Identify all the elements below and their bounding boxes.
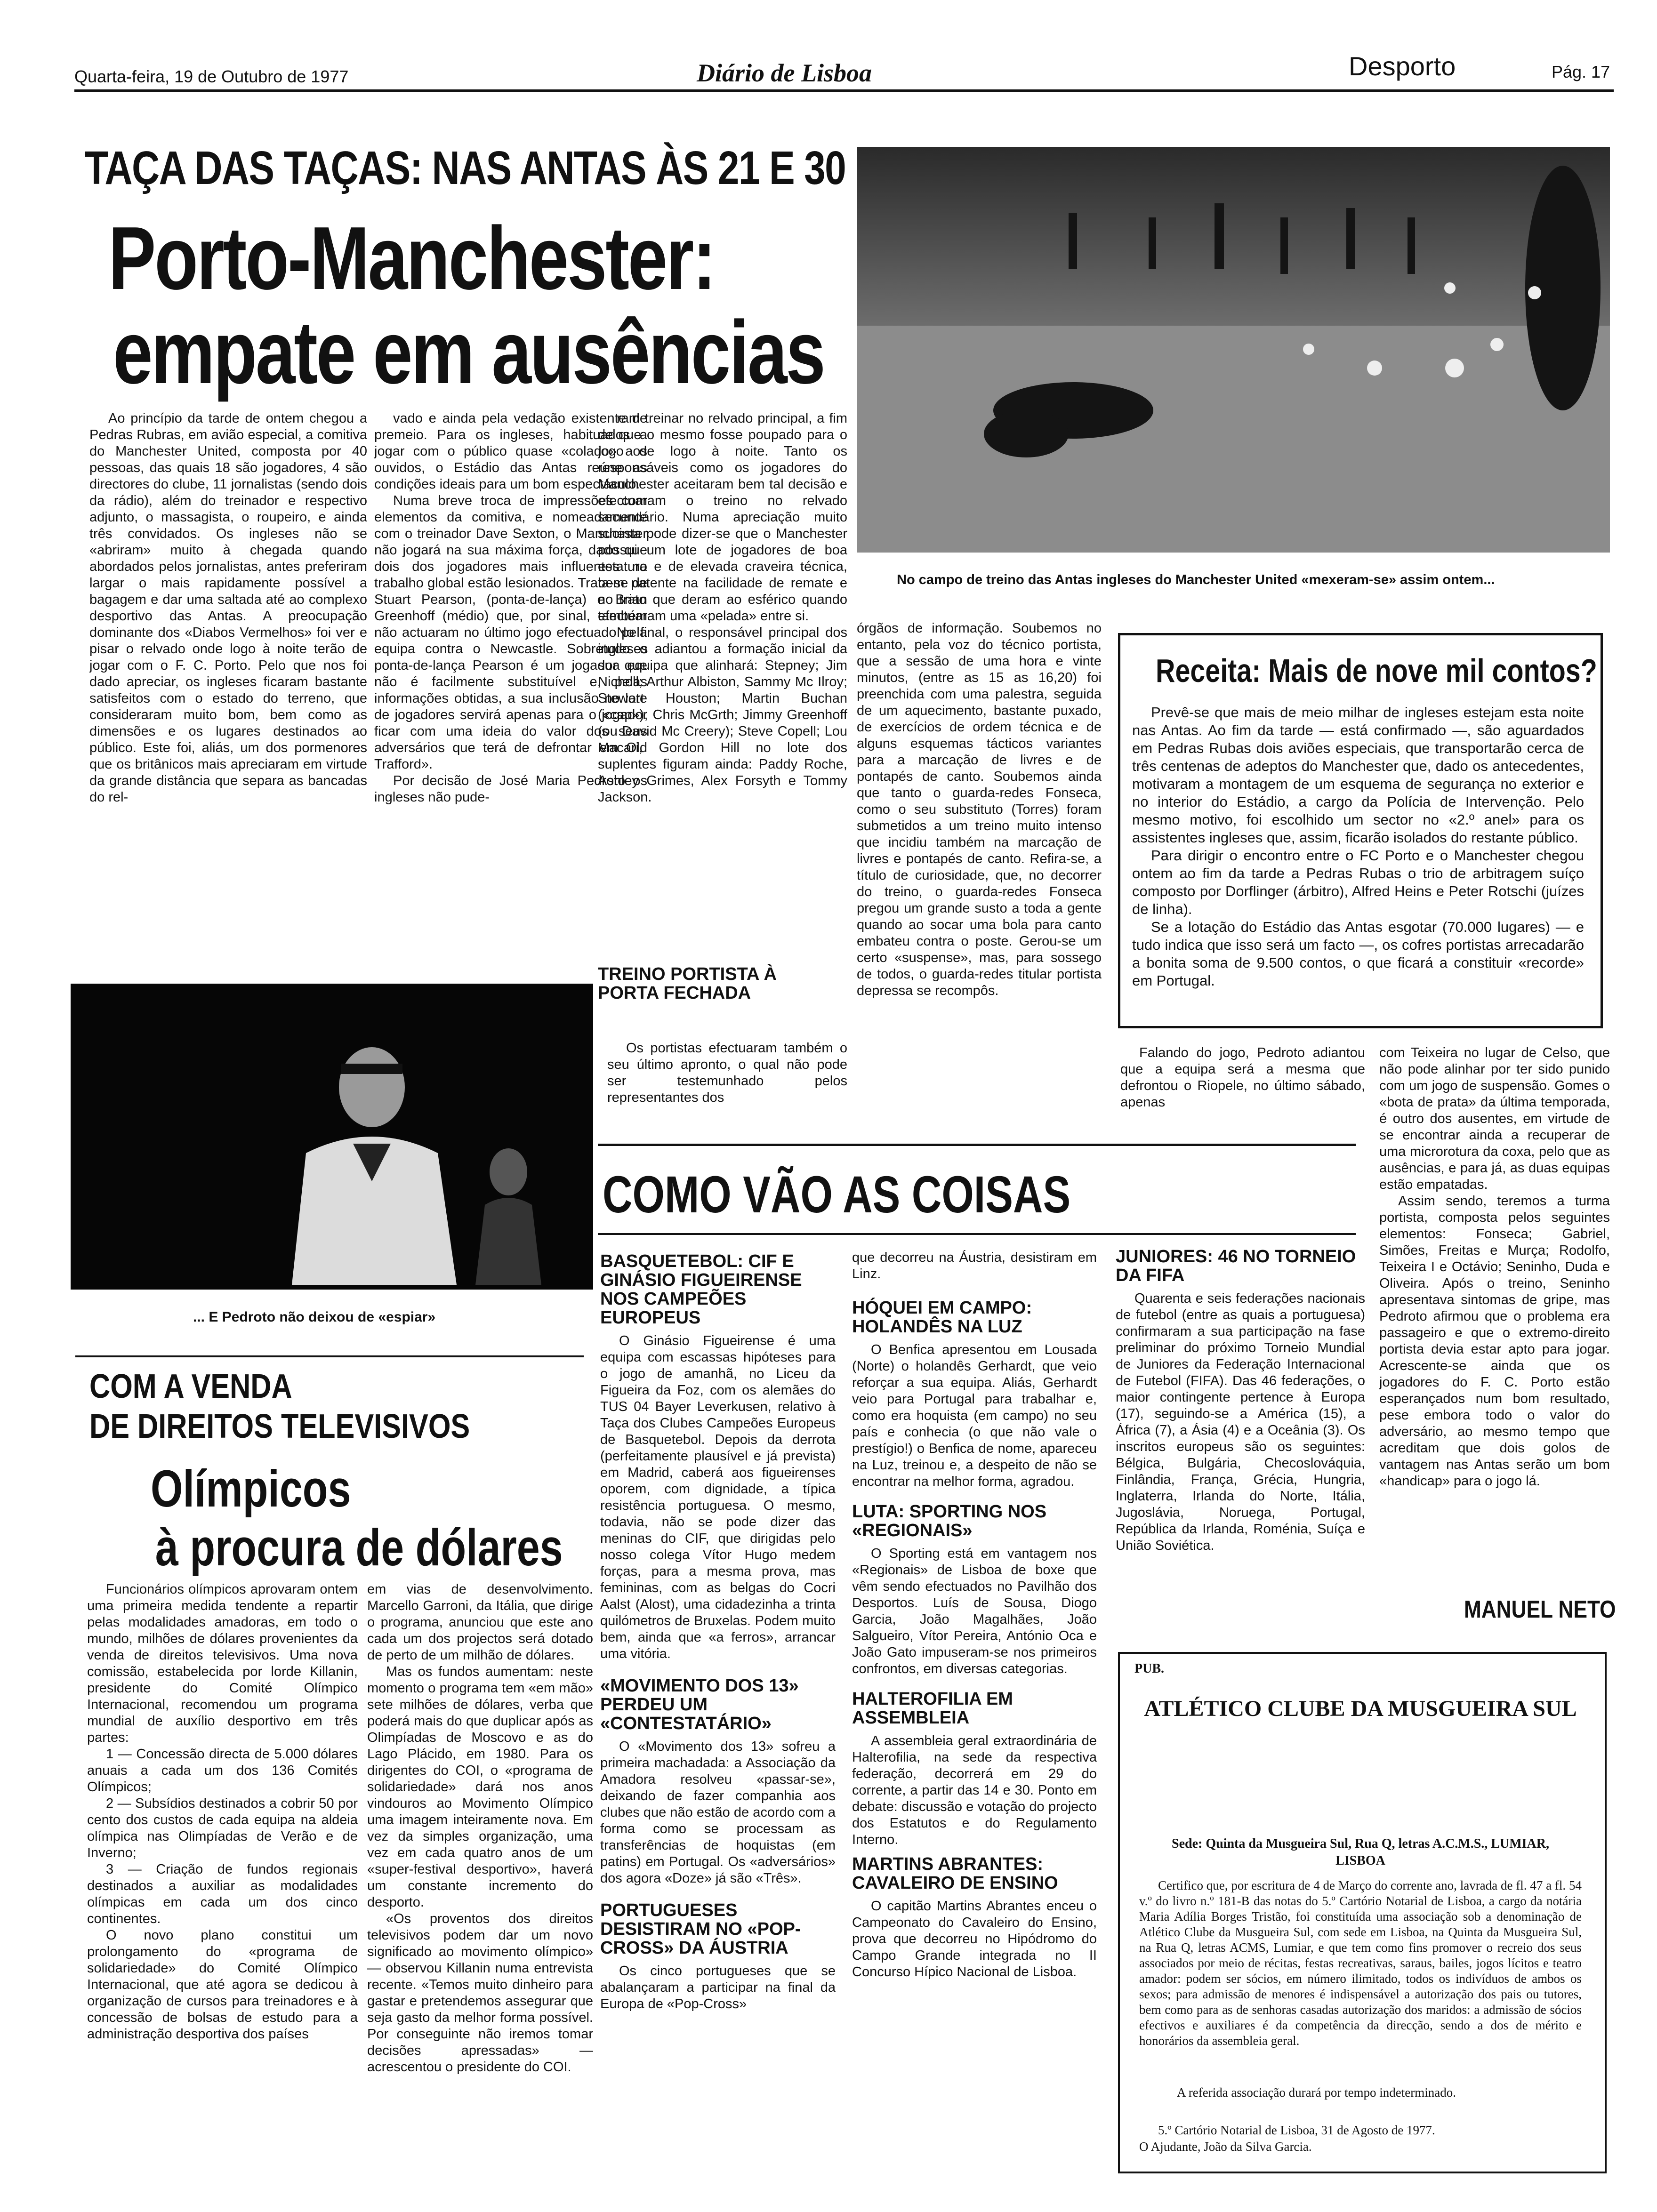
receita-p2: Para dirigir o encontro entre o FC Porto e o Manchester chegou ontem ao fim da tarde a Pedras Rubas o trio de arbitragem suíço composto por Dorflinger (árbitro), Alfred Heins e Peter Rotschi (juízes de linha). [1132,847,1584,917]
olympics-kicker-2: DE DIREITOS TELEVISIVOS [89,1408,470,1445]
coisas-head-movimento: «MOVIMENTO DOS 13» PERDEU UM «CONTESTATÁRIO» [600,1676,799,1733]
lead-col3-p2: No final, o responsável principal dos ingleses adiantou a formação inicial da sua equipa que alinhará: Stepney; Jim Nicholl; Arthur Albiston, Sammy Mc Ilroy; Stewart Houston; Martin Buchan («cap»), Chris McGrth; Jimmy Greenhoff (ou David Mc Creery); Steve Copell; Lou Macari, Gordon Hill no lote dos suplentes figuram ainda: Paddy Roche, Ashley Grimes, Alex Forsyth e Tommy Jackson. [598,625,847,805]
lead-col3-p1: ram treinar no relvado principal, a fim de que o mesmo fosse poupado para o jogo de logo à noite. Tanto os responsáveis como os jogadores do Manchester aceitaram bem tal decisão e efectuaram o treino no relvado secundário. Numa apreciação muito sucinta pode dizer-se que o Manchester possui um lote de jogadores de boa estatura e de elevada craveira técnica, bem patente na facilidade de remate e no trato que deram ao esférico quando efectuaram uma «pelada» entre si. [598,411,847,624]
olympics-top-rule [75,1355,584,1357]
olympics-col2-p3: «Os proventos dos direitos televisivos podem dar um novo significado ao movimento olímpico» — observou Killanin numa entrevista recente. «Temos muito dinheiro para gastar e pretendemos assegurar que seja gasto da melhor forma possível. Por conseguinte não iremos tomar decisões apressadas» — acrescentou o presidente do COI. [367,1911,593,2075]
lead-col5-text: Falando do jogo, Pedroto adiantou que a equipa será a mesma que defrontou o Riopele, no último sábado, apenas [1120,1045,1365,1110]
section-name: Desporto [1349,51,1456,81]
olympics-title-1: Olímpicos [151,1460,351,1518]
olympics-col2-p1: em vias de desenvolvimento. Marcello Garroni, da Itália, que dirige o programa, anunciou que este ano cada um dos projectos será dotado de perto de um milhão de dólares. [367,1582,593,1663]
ad-duration: A referida associação durará por tempo indeterminado. [1177,2085,1456,2100]
lead-column-5 [1120,1045,1365,1120]
lead-kicker: TAÇA DAS TAÇAS: NAS ANTAS ÀS 21 E 30 [85,142,846,194]
training-photo-caption: No campo de treino das Antas ingleses do Manchester United «mexeram-se» assim ontem... [897,572,1495,587]
pedroto-photo [71,984,593,1290]
coisas-text-portugueses-cont: que decorreu na Áustria, desistiram em Linz. [852,1250,1097,1282]
coisas-text-basquetebol: O Ginásio Figueirense é uma equipa com escassas hipóteses para o jogo de amanhã, no Liceu da Figueira da Foz, com os alemães do TUS 04 Bayer Leverkusen, relativo à Taça dos Clubes Campeões Europeus de Basquetebol. Depois da derrota (perfeitamente plausível e já prevista) em Madrid, caberá aos figueirenses oporem, com dignidade, a típica resistência portuguesa. O mesmo, todavia, não se pode dizer das meninas do CIF, que dirigidas pelo nosso colega Vítor Hugo medem forças, para a mesma prova, mas femininas, com as belgas do Cocri Aalst (Alost), uma cidadezinha a trinta quilómetros de Bruxelas. Podem muito bem, ainda que «a ferros», arrancar uma vitória. [600,1333,836,1661]
coisas-text-juniores: Quarenta e seis federações nacionais de futebol (entre as quais a portuguesa) confirmaram a sua participação na fase preliminar do próximo Torneio Mundial de Juniores da Federação Internacional de Futebol (FIFA). Das 46 federações, o maior contingente pertence à Europa (17), seguindo-se a América (15), a África (7), a Ásia (4) e a Oceânia (3). Os inscritos europeus são os seguintes: Bélgica, Bulgária, Checoslováquia, Finlândia, França, Grécia, Hungria, Inglaterra, Irlanda do Norte, Itália, Jugoslávia, Noruega, Portugal, República da Irlanda, Roménia, Suíça e União Soviética. [1116,1291,1365,1553]
olympics-col1-p1: Funcionários olímpicos aprovaram ontem uma primeira medida tendente a repartir pelas modalidades amadoras, em todo o mundo, milhões de dólares provenientes da venda de direitos televisivos. Uma nova comissão, estabelecida por lorde Killanin, presidente do Comité Olímpico Internacional, recomendou um programa mundial de auxílio desportivo em três partes: [87,1582,358,1745]
training-photo-art [857,147,1610,553]
coisas-head-hoquei: HÓQUEI EM CAMPO: HOLANDÊS NA LUZ [852,1298,1032,1337]
training-photo [857,147,1610,553]
coisas-head-portugueses: PORTUGUESES DESISTIRAM NO «POP-CROSS» DA ÁUSTRIA [600,1900,801,1958]
coisas-text-hoquei: O Benfica apresentou em Lousada (Norte) o holandês Gerhardt, que veio reforçar a sua equipa. Aliás, Gerhardt veio para Portugal para trabalhar e, como era hoquista (em campo) no seu país e conhecia (o que não vale o prestígio!) o Benfica de nome, apareceu na Luz, treinou e, a despeito de não se encontrar na melhor forma, agradou. [852,1342,1097,1489]
coisas-text-movimento: O «Movimento dos 13» sofreu a primeira machadada: a Associação da Amadora resolveu «passar-se», deixando de fazer companhia aos clubes que não estão de acordo com a forma como se processam as transferências de hoquistas (em patins) em Portugal. Os «adversários» dos agora «Doze» já são «Três». [600,1739,836,1886]
ad-title: ATLÉTICO CLUBE DA MUSGUEIRA SUL [1144,1696,1577,1721]
olympics-col2-p2: Mas os fundos aumentam: neste momento o programa tem «em mão» sete milhões de dólares, verba que poderá mais do que duplicar após as Olimpíadas de Moscovo e as do Lago Plácido, em 1980. Para os dirigentes do COI, o «programa de solidariedade» dará nos anos vindouros ao Movimento Olímpico uma imagem inteiramente nova. Em vez da simples organização, uma vez em cada quatro anos de um «super-festival desportivo», haverá um constante incremento do desporto. [367,1664,593,1910]
lead-column-1 [89,410,367,970]
olympics-col1-p2: O novo plano constitui um prolongamento do «programa de solidariedade» do Comité Olímpico Internacional, que até agora se dedicou à organização de cursos para treinadores e à concessão de bolsas de estudo para a administração desportiva dos países [87,1928,358,2042]
author-byline: MANUEL NETO [1464,1596,1616,1623]
page-number: Pág. 17 [1552,62,1610,81]
header-rule [74,89,1614,92]
olympics-item-2: 2 — Subsídios destinados a cobrir 50 por cento dos custos de cada equipa na aldeia olímpica nas Olimpíadas de Verão e de Inverno; [87,1796,358,1860]
lead-col3-p3: Os portistas efectuaram também o seu último apronto, o qual não pode ser testemunhado pelos representantes dos [607,1041,847,1105]
coisas-head-halterofilia: HALTEROFILIA EM ASSEMBLEIA [852,1689,1013,1728]
olympics-item-1: 1 — Concessão directa de 5.000 dólares anuais a cada um dos 136 Comités Olímpicos; [87,1747,358,1795]
ad-body: Certifico que, por escritura de 4 de Março do corrente ano, lavrada de fl. 47 a fl. 54 v.º do livro n.º 181-B das notas do 5.º Cartório Notarial de Lisboa, a cargo da notária Maria Adília Borges Tristão, foi constituída uma associação sob a denominação de Atlético Clube da Musgueira Sul, com sede em Lisboa, na Quinta da Musgueira Sul, na Rua Q, letras ACMS, Lumiar, e que tem como fins promover o recreio dos seus associados por meio de récitas, festas recreativas, saraus, bailes, jogos lícitos e teatro amador: podem ser sócios, em número ilimitado, todos os indivíduos de ambos os sexos; para admissão de menores é indispensável a autorização dos pais ou tutores, bem como para as de senhoras casadas autorização dos maridos: a admissão de sócios efectivos e auxiliares é da competência da direcção, sendo a dos de mérito e honorários da assembleia geral. [1139,1878,1582,2048]
coisas-title: COMO VÃO AS COISAS [603,1166,1071,1224]
lead-column-4 [857,620,1102,1119]
ad-footer-2: O Ajudante, João da Silva Garcia. [1139,2140,1312,2154]
header-date: Quarta-feira, 19 de Outubro de 1977 [74,67,349,86]
lead-title-1: Porto-Manchester: [108,208,715,308]
coisas-top-rule [598,1144,1356,1146]
lead-column-3 [598,410,847,942]
ad-sede: Sede: Quinta da Musgueira Sul, Rua Q, letras A.C.M.S., LUMIAR, LISBOA [1172,1836,1549,1868]
receita-p1: Prevê-se que mais de meio milhar de ingleses estejam esta noite nas Antas. Ao fim da tarde — está confirmado —, são aguardados em Pedras Rubas dois aviões especiais, que transportarão cerca de três centenas de adeptos do Manchester que, dado os antecedentes, motivaram a montagem de um esquema de segurança no exterior e no interior do Estádio, a cargo da Polícia de Intervenção. Pelo mesmo motivo, foi escolhido um sector no «2.º anel» para os assistentes ingleses que, assim, ficarão isolados do restante público. [1132,704,1584,846]
lead-column-3b [607,1040,847,1120]
coisas-text-luta: O Sporting está em vantagem nos «Regionais» de Lisboa de boxe que vêm sendo efectuados no Pavilhão dos Desportos. Luís de Sousa, Diogo Garcia, João Magalhães, João Salgueiro, Vítor Pereira, António Oca e João Gato impuseram-se nos primeiros confrontos, em diversas categorias. [852,1546,1097,1676]
lead-col2-p3: Por decisão de José Maria Pedroto os ingleses não pude- [374,773,647,805]
coisas-bottom-rule [598,1233,1356,1235]
lead-subhead: TREINO PORTISTA À PORTA FECHADA [598,964,777,1003]
lead-title-2: empate em ausências [113,303,824,402]
olympics-column-1 [87,1581,358,2198]
olympics-item-3: 3 — Criação de fundos regionais destinados a auxiliar as modalidades olímpicas em cada um dos cinco continentes. [87,1862,358,1926]
coisas-head-basquetebol: BASQUETEBOL: CIF E GINÁSIO FIGUEIRENSE NOS CAMPEÕES EUROPEUS [600,1252,802,1328]
coisas-text-abrantes: O capitão Martins Abrantes enceu o Campeonato do Cavaleiro do Ensino, prova que decorreu no Hipódromo do Campo Grande integrada no II Concurso Hípico Nacional de Lisboa. [852,1899,1097,1980]
masthead: Diário de Lisboa [697,59,872,87]
coisas-column-3 [1116,1247,1365,1647]
lead-col4-text: órgãos de informação. Soubemos no entanto, pela voz do técnico portista, que a sessão de uma hora e vinte minutos, (entre as 15 as 16,20) foi preenchida com uma palestra, seguida de um aquecimento, bastante puxado, de exercícios de ordem técnica e de alguns esquemas tácticos variantes para a marcação de livres e de pontapés de canto. Soubemos ainda que tanto o guarda-redes Fonseca, como o seu substituto (Torres) foram submetidos a um treino muito intenso que incidiu também na marcação de livres e pontapés de canto. Refira-se, a título de curiosidade, que, no decorrer do treino, o guarda-redes Fonseca pregou um grande susto a toda a gente quando ao socar uma bola para canto embateu contra o poste. Gerou-se um certo «suspense», mas, para sossego de todos, o guarda-redes titular portista depressa se recompôs. [857,621,1102,998]
coisas-text-portugueses: Os cinco portugueses que se abalançaram a participar na final da Europa de «Pop-Cross» [600,1964,836,2012]
coisas-text-halterofilia: A assembleia geral extraordinária de Halterofilia, na sede da respectiva federação, decorrerá em 29 do corrente, a partir das 14 e 30. Ponto em debate: discussão e votação do projecto dos Estatutos e do Regulamento Interno. [852,1733,1097,1847]
pedroto-photo-caption: ... E Pedroto não deixou de «espiar» [193,1309,436,1325]
receita-p3: Se a lotação do Estádio das Antas esgotar (70.000 lugares) — e tudo indica que isso será um facto —, os cofres portistas arrecadarão a bonita soma de 9.500 contos, o que ficará a constituir «recorde» em Portugal. [1132,919,1584,989]
coisas-head-abrantes: MARTINS ABRANTES: CAVALEIRO DE ENSINO [852,1854,1058,1893]
olympics-column-2 [367,1581,593,2198]
coisas-head-luta: LUTA: SPORTING NOS «REGIONAIS» [852,1502,1047,1540]
lead-col2-p2: Numa breve troca de impressões com elementos da comitiva, e nomeadamente com o treinador Dave Sexton, o Manchester não jogará na sua máxima força, dado que dois dos jogadores mais influentes no trabalho global estão lesionados. Trata-se de Stuart Pearson, (ponta-de-lança) e Brian Greenhoff (médio) que, por sinal, também não actuaram no último jogo efectuado pela equipa contra o Newcastle. Sobretudo o ponta-de-lança Pearson é um jogador que não é facilmente substituível e, pelas informações obtidas, a sua inclusão no lote de jogadores servirá apenas para o jogador ficar com uma ideia do valor dos seus adversários que terá de defrontar em Old Trafford». [374,493,647,772]
coisas-column-2 [852,1250,1097,2198]
lead-col1-text: Ao princípio da tarde de ontem chegou a Pedras Rubras, em avião especial, a comitiva do Manchester United, composta por 40 pessoas, das quais 18 são jogadores, 4 são directores do clube, 11 jornalistas (sendo dois da rádio), além do treinador e respectivo adjunto, o massagista, o roupeiro, e ainda três convidados. Os ingleses não se «abriram» muito à chegada quando abordados pelos jornalistas, antes preferiram largar o mais rapidamente possível a bagagem e dar uma saltada até ao complexo desportivo das Antas. A preocupação dominante dos «Diabos Vermelhos» foi ver e pisar o relvado onde logo à noite terão de jogar com o F. C. Porto. Pelo que nos foi dado apreciar, os ingleses ficaram bastante satisfeitos com o estado do terreno, que consideraram muito bom, bem como as dimensões e os lugares destinados ao público. Este foi, aliás, um dos pormenores que os britânicos mais apreciaram em virtude da grande distância que separa as bancadas do rel- [89,411,367,805]
olympics-kicker-1: COM A VENDA [89,1368,292,1405]
pedroto-photo-art [71,984,593,1290]
lead-column-6 [1379,1045,1610,1586]
lead-col6-p2: Assim sendo, teremos a turma portista, composta pelos seguintes elementos: Fonseca; Gabriel, Simões, Freitas e Murça; Rodolfo, Teixeira I e Octávio; Seninho, Duda e Oliveira. Após o treino, Seninho apresentava sintomas de gripe, mas Pedroto afirmou que o problema era passageiro e que o extremo-direito portista devia estar apto para jogar. Acrescente-se ainda que os jogadores do F. C. Porto estão esperançados num bom resultado, pese embora todo o valor do adversário, ao mesmo tempo que acreditam que dois golos de vantagem nas Antas serão um bom «handicap» para o jogo lá. [1379,1194,1610,1489]
lead-col6-p1: com Teixeira no lugar de Celso, que não pode alinhar por ter sido punido com um jogo de suspensão. Gomes o «bota de prata» da última temporada, é outro dos ausentes, em virtude de se encontrar ainda a recuperar de uma microrotura da coxa, pelo que as ausências, e para já, as duas equipas estão empatadas. [1379,1045,1610,1192]
coisas-column-1 [600,1252,836,2198]
olympics-title-2: à procura de dólares [155,1519,563,1577]
receita-body [1132,704,1584,1014]
ad-footer-1: 5.º Cartório Notarial de Lisboa, 31 de Agosto de 1977. [1158,2123,1435,2137]
receita-title: Receita: Mais de nove mil contos? [1156,652,1597,689]
lead-col2-p1: vado e ainda pela vedação existente de premeio. Para os ingleses, habituados a jogar com o público quase «colado» aos ouvidos, o Estádio das Antas reúne as condições ideais para um bom espectáculo. [374,411,647,492]
ad-tag: PUB. [1134,1661,1164,1676]
coisas-head-juniores: JUNIORES: 46 NO TORNEIO DA FIFA [1116,1247,1356,1285]
